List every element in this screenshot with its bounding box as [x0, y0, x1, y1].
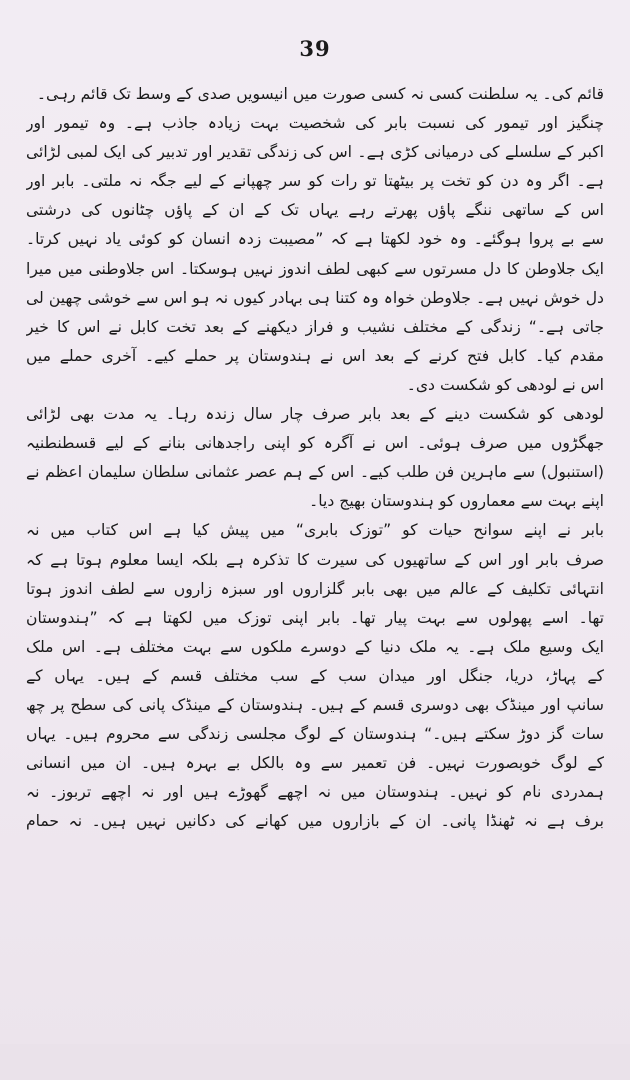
- text-line: مقدم کیا۔ کابل فتح کرنے کے بعد اس نے ہندوستان پر حملے کیے۔ آخری حملے میں: [26, 346, 604, 365]
- text-line: برف ہے نہ ٹھنڈا پانی۔ ان کے بازاروں میں کھانے کی دکانیں نہیں ہیں۔ نہ حمام: [26, 812, 604, 831]
- text-line: سانپ اور مینڈک بھی دوسری قسم کے ہیں۔ ہندوستان کے مینڈک پانی کی سطح پر چھ: [26, 695, 604, 714]
- text-line: صرف بابر اور اس کے ساتھیوں کی سیرت کا تذکرہ ہے بلکہ ایسا معلوم ہوتا ہے کہ: [26, 550, 604, 569]
- text-line: چنگیز اور تیمور کی نسبت بابر کی شخصیت بہت زیادہ جاذب ہے۔ وہ تیمور اور: [26, 114, 604, 133]
- text-line: کے پہاڑ، دریا، جنگل اور میدان سب کے سب مختلف قسم کے ہیں۔ یہاں کے: [26, 666, 604, 685]
- page-body-text: [26, 80, 604, 836]
- text-line: انتہائی تکلیف کے عالم میں بھی بابر گلزاروں اور سبزہ زاروں سے لطف اندوز ہوتا: [26, 579, 604, 598]
- text-line: قائم کی۔ یہ سلطنت کسی نہ کسی صورت میں انیسویں صدی کے وسط تک قائم رہی۔: [36, 85, 604, 103]
- text-line: جھگڑوں میں صرف ہوئی۔ اس نے آگرہ کو اپنی راجدھانی بنانے کے لیے قسطنطنیہ: [26, 434, 604, 453]
- text-line: سے بے پروا ہوگئے۔ وہ خود لکھتا ہے کہ ”مصیبت زدہ انسان کو کوئی یاد نہیں کرتا۔: [26, 230, 604, 249]
- text-line: اکبر کے سلسلے کی درمیانی کڑی ہے۔ اس کی زندگی تقدیر اور تدبیر کی ایک لمبی لڑائی: [26, 143, 604, 162]
- text-line: اس نے لودھی کو شکست دی۔: [406, 375, 604, 394]
- text-line: ایک جلاوطن کا دل مسرتوں سے کبھی لطف اندوز نہیں ہوسکتا۔ اس جلاوطنی میں میرا: [26, 259, 604, 278]
- text-line: کے لوگ خوبصورت نہیں۔ فن تعمیر سے وہ بالکل بے بہرہ ہیں۔ ان میں انسانی: [26, 754, 604, 773]
- text-line: ہے۔ اگر وہ دن کو تخت پر بیٹھتا تو رات کو سر چھپانے کے لیے جگہ نہ ملتی۔ بابر اور: [26, 172, 604, 191]
- text-line: ایک وسیع ملک ہے۔ یہ ملک دنیا کے دوسرے ملکوں سے بہت مختلف ہے۔ اس ملک: [26, 637, 604, 656]
- text-line: تھا۔ اسے پھولوں سے بہت پیار تھا۔ بابر اپنی توزک میں لکھتا ہے کہ ”ہندوستان: [26, 608, 604, 627]
- text-line: دل خوش نہیں ہے۔ جلاوطن خواہ وہ کتنا ہی بہادر کیوں نہ ہو اس سے خوشی چھین لی: [26, 288, 604, 307]
- text-line: (استنبول) سے ماہرین فن طلب کیے۔ اس کے ہم عصر عثمانی سلطان سلیمان اعظم نے: [26, 463, 604, 482]
- text-line: لودھی کو شکست دینے کے بعد بابر صرف چار سال زندہ رہا۔ یہ مدت بھی لڑائی: [26, 405, 604, 424]
- text-line: بابر نے اپنے سوانح حیات کو ”توزک بابری“ میں پیش کیا ہے اس کتاب میں نہ: [26, 521, 604, 540]
- text-line: اپنے بہت سے معماروں کو ہندوستان بھیج دیا۔: [309, 492, 604, 511]
- text-line: جاتی ہے۔“ زندگی کے مختلف نشیب و فراز دیکھنے کے بعد تخت کابل نے اس کا خیر: [26, 317, 604, 336]
- page-bottom-margin: [0, 1044, 630, 1080]
- text-line: اس کے ساتھی ننگے پاؤں پھرتے رہے یہاں تک کے ان کے پاؤں چٹانوں کی درشتی: [26, 201, 604, 220]
- text-line: سات گز دوڑ سکتے ہیں۔“ ہندوستان کے لوگ مجلسی زندگی سے محروم ہیں۔ یہاں: [26, 725, 604, 744]
- text-line: ہمدردی نام کو نہیں۔ ہندوستان میں نہ اچھے گھوڑے ہیں اور نہ اچھے تربوز۔ نہ: [26, 783, 604, 802]
- page-number: 39: [299, 36, 331, 61]
